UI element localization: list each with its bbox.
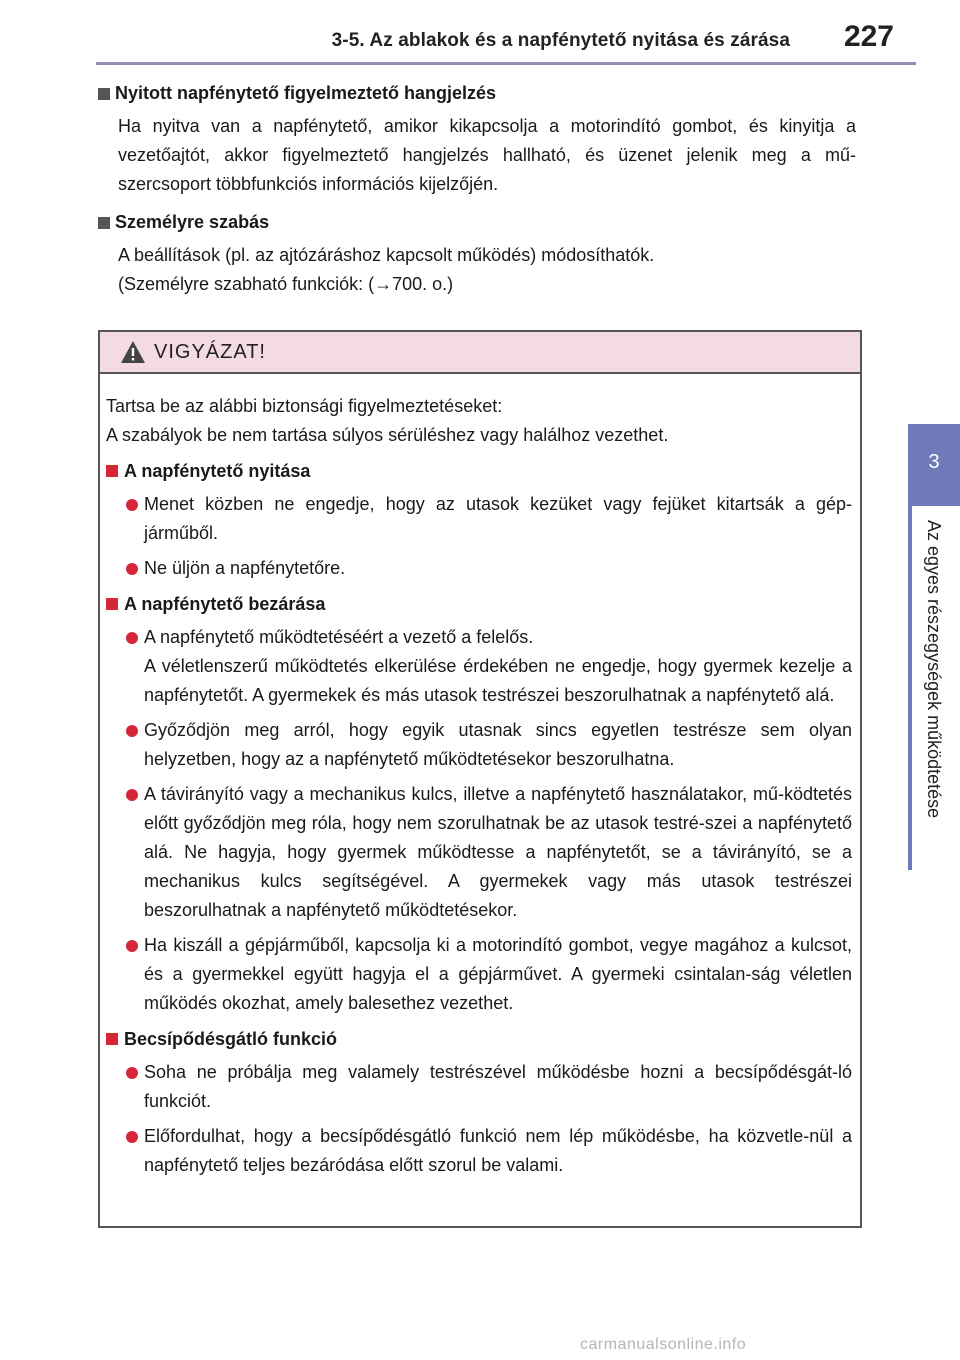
warning-group-heading-text: A napfénytető bezárása bbox=[124, 594, 326, 614]
warning-group-heading bbox=[106, 458, 852, 484]
warning-list-item bbox=[106, 623, 852, 710]
warning-list-item bbox=[106, 931, 852, 1018]
red-dot-bullet-icon bbox=[126, 940, 138, 952]
warning-title: VIGYÁZAT! bbox=[154, 340, 266, 363]
warning-item-text: Menet közben ne engedje, hogy az utasok kezüket vagy fejüket kitartsák a gép-járműből. bbox=[144, 494, 852, 543]
warning-group-heading-text: A napfénytető nyitása bbox=[124, 461, 311, 481]
red-dot-bullet-icon bbox=[126, 1067, 138, 1079]
section-heading-text: Nyitott napfénytető figyelmeztető hangjelzés bbox=[115, 83, 497, 103]
section-heading-text: Személyre szabás bbox=[115, 212, 270, 232]
warning-list-item bbox=[106, 1122, 852, 1180]
red-square-bullet-icon bbox=[106, 598, 118, 610]
warning-list-item bbox=[106, 1058, 852, 1116]
header-title: 3-5. Az ablakok és a napfénytető nyitása és zárása bbox=[331, 30, 790, 51]
red-square-bullet-icon bbox=[106, 465, 118, 477]
red-dot-bullet-icon bbox=[126, 1131, 138, 1143]
square-bullet-icon bbox=[98, 217, 110, 229]
warning-triangle-icon bbox=[120, 340, 146, 364]
page-number: 227 bbox=[843, 20, 894, 53]
warning-list-item bbox=[106, 554, 852, 583]
square-bullet-icon bbox=[98, 88, 110, 100]
warning-group-heading-text: Becsípődésgátló funkció bbox=[124, 1029, 338, 1049]
warning-list-item bbox=[106, 716, 852, 774]
red-square-bullet-icon bbox=[106, 1033, 118, 1045]
warning-header bbox=[100, 332, 860, 374]
red-dot-bullet-icon bbox=[126, 725, 138, 737]
warning-list-item bbox=[106, 780, 852, 925]
warning-group-heading bbox=[106, 591, 852, 617]
warning-item-text: Győződjön meg arról, hogy egyik utasnak sincs egyetlen testrésze sem olyan helyzetben, hogy az a napfénytető működtetésekor beszorulhatna. bbox=[144, 720, 852, 769]
warning-intro-line: Tartsa be az alábbi biztonsági figyelmeztetéseket: bbox=[106, 396, 503, 416]
chapter-title-vertical: Az egyes részegységek működtetése bbox=[924, 520, 944, 819]
section-heading bbox=[98, 80, 856, 106]
section-heading bbox=[98, 209, 856, 235]
page-header bbox=[0, 0, 960, 66]
warning-item-text: Előfordulhat, hogy a becsípődésgátló funkció nem lép működésbe, ha közvetle-nül a napfénytető teljes bezáródása előtt szorul be valami. bbox=[144, 1126, 852, 1175]
warning-item-text: Soha ne próbálja meg valamely testrészével működésbe hozni a becsípődésgát-ló funkciót. bbox=[144, 1062, 852, 1111]
red-dot-bullet-icon bbox=[126, 632, 138, 644]
warning-group-heading bbox=[106, 1026, 852, 1052]
warning-item-text: Ne üljön a napfénytetőre. bbox=[144, 558, 346, 578]
watermark: carmanualsonline.info bbox=[580, 1336, 747, 1353]
header-rule bbox=[96, 62, 916, 65]
red-dot-bullet-icon bbox=[126, 499, 138, 511]
warning-body bbox=[100, 374, 860, 1180]
warning-item-text: A távirányító vagy a mechanikus kulcs, illetve a napfénytető használatakor, mű-ködtetés előtt győződjön meg róla, hogy nem szorulhatnak be az utasok testré-szei a napfénytető alá. Ne hagyja, hogy gyermek működtesse a napfénytetőt, se a távirányító, se a mechanikus kulcs segítségével. A gyermekek vagy más utasok testrészei beszorulhatnak a napfénytető működtetésekor. bbox=[144, 784, 852, 920]
warning-box bbox=[98, 330, 862, 1228]
main-content bbox=[98, 80, 856, 299]
warning-list-item bbox=[106, 490, 852, 548]
warning-intro-line: A szabályok be nem tartása súlyos sérüléshez vagy halálhoz vezethet. bbox=[106, 425, 669, 445]
warning-item-text: A napfénytető működtetéséért a vezető a felelős. A véletlenszerű működtetés elkerülése érdekében ne engedje, hogy gyermek kezelje a napfénytetőt. A gyermekek és más utasok testrészei beszorulhatnak a napfénytető alá. bbox=[144, 627, 852, 705]
red-dot-bullet-icon bbox=[126, 563, 138, 575]
section-paragraph: A beállítások (pl. az ajtózáráshoz kapcsolt működés) módosíthatók. bbox=[118, 245, 655, 265]
chapter-number-tab: 3 bbox=[908, 424, 960, 506]
section-paragraph: (Személyre szabható funkciók: (→700. o.) bbox=[118, 274, 454, 294]
section-paragraph: Ha nyitva van a napfénytető, amikor kikapcsolja a motorindító gombot, és kinyitja a vezetőajtót, akkor figyelmeztető hangjelzés hallható, és üzenet jelenik meg a mű-szercsoport többfunkciós információs kijelzőjén. bbox=[118, 116, 856, 194]
red-dot-bullet-icon bbox=[126, 789, 138, 801]
warning-item-text: Ha kiszáll a gépjárműből, kapcsolja ki a motorindító gombot, vegye magához a kulcsot, és a gyermekkel együtt hagyja el a gépjárművet. A gyermeki csintalan-ság véletlen működés okozhat, amely balesethez vezethet. bbox=[144, 935, 852, 1013]
